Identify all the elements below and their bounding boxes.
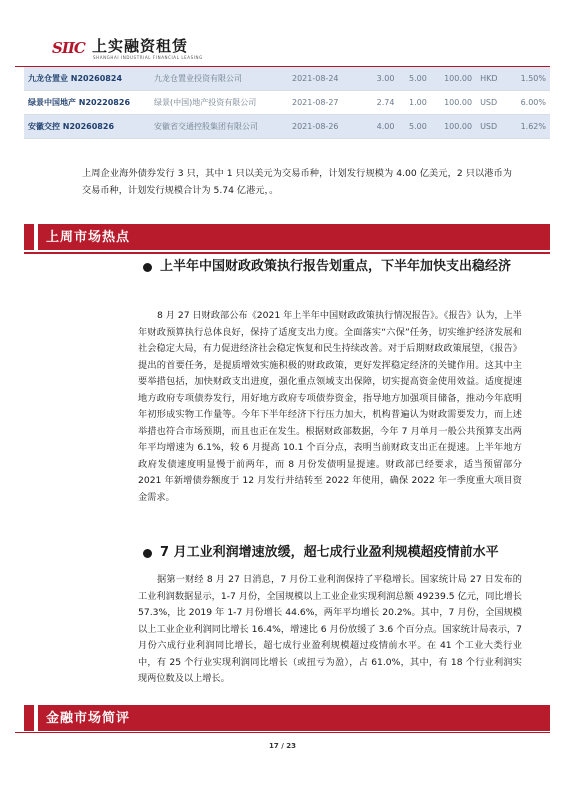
bullet-icon [143, 263, 152, 272]
issuer: 绿景(中国)地产投资有限公司 [150, 91, 288, 115]
bullet-icon [143, 549, 152, 558]
term: 2.74 [366, 91, 398, 115]
logo-mark: SIIC [52, 39, 85, 57]
issue-date: 2021-08-27 [288, 91, 366, 115]
footer-divider [15, 732, 550, 733]
section-notch [24, 224, 34, 250]
price: 100.00 [431, 91, 476, 115]
bond-issuance-table [24, 67, 550, 139]
table-row [24, 91, 550, 115]
section-header-market-hotspots [24, 220, 550, 256]
coupon-rate: 6.00% [508, 91, 550, 115]
hotspot-heading: 上半年中国财政政策执行报告划重点，下半年加快支出稳经济 [160, 259, 512, 274]
issue-date: 2021-08-24 [288, 67, 366, 91]
coupon-rate: 1.50% [508, 67, 550, 91]
issuer: 安徽省交通控股集团有限公司 [150, 115, 288, 139]
size: 5.00 [398, 115, 430, 139]
bond-name: 九龙仓置业 N20260824 [24, 67, 150, 91]
currency: HKD [476, 67, 508, 91]
issuer: 九龙仓置业投资有限公司 [150, 67, 288, 91]
bond-name: 安徽交控 N20260826 [24, 115, 150, 139]
price: 100.00 [431, 67, 476, 91]
section-title: 上周市场热点 [46, 230, 131, 245]
price: 100.00 [431, 115, 476, 139]
company-name-cn: 上实融资租赁 [92, 37, 189, 55]
coupon-rate: 1.62% [508, 115, 550, 139]
size: 1.00 [398, 91, 430, 115]
issue-date: 2021-08-26 [288, 115, 366, 139]
section-title: 金融市场简评 [46, 711, 131, 726]
term: 3.00 [366, 67, 398, 91]
currency: USD [476, 91, 508, 115]
table-row [24, 67, 550, 91]
bond-name: 绿景中国地产 N20220826 [24, 91, 150, 115]
hotspot-heading: 7 月工业利润增速放缓，超七成行业盈利规模超疫情前水平 [160, 545, 499, 560]
currency: USD [476, 115, 508, 139]
page-number: 17 / 23 [269, 742, 296, 750]
term: 4.00 [366, 115, 398, 139]
section-notch [24, 705, 34, 731]
size: 5.00 [398, 67, 430, 91]
hotspot-body: 据第一财经 8 月 27 日消息，7 月份工业利润保持了平稳增长。国家统计局 27 日发布的工业利润数据显示，1-7 月份，全国规模以上工业企业实现利润总额 49239.5 亿元，同比增长 57.3%，比 2019 年 1-7 月份增长 44.6%，两年平均增长 20.2%。其中，7 月份，全国规模以上工业企业利润同比增长 16.4%，增速比 6 月份放缓了 3.6 个百分点。国家统计局表示，7 月份六成行业利润同比增长，超七成行业盈利规模超过疫情前水平。在 41 个工业大类行业中，有 25 个行业实现利润同比增长（或扭亏为盈），占 61.0%，其中，有 18 个行业利润实现两位数及以上增长。 [138, 574, 522, 684]
table-row [24, 115, 550, 139]
page-header [0, 0, 565, 70]
company-logo [52, 35, 203, 63]
overseas-bond-summary: 上周企业海外债券发行 3 只，其中 1 只以美元为交易币种，计划发行规模为 4.00 亿美元，2 只以港币为交易币种，计划发行规模合计为 5.74 亿港元，。 [82, 168, 512, 196]
hotspot-body: 8 月 27 日财政部公布《2021 年上半年中国财政政策执行情况报告》。《报告》认为，上半年财政预算执行总体良好，保持了适度支出力度。全面落实“六保”任务，切实维护经济发展和社会稳定大局，有力促进经济社会稳定恢复和民生持续改善。对于后期财政政策展望，《报告》提出的首要任务，是提质增效实施积极的财政政策，更好发挥稳定经济的关键作用。这其中主要举措包括，加快财政支出进度，强化重点领域支出保障，切实提高资金使用效益。适度提速地方政府专项债券发行，用好地方政府专项债券资金，指导地方加强项目储备，推动今年底明年初形成实物工作量等。今年下半年经济下行压力加大，机构普遍认为财政需要发力，而上述举措也符合市场预期，而且也正在发生。根据财政部数据，今年 7 月单月一般公共预算支出两年平均增速为 6.1%，较 6 月提高 10.1 个百分点，表明当前财政支出正在提速。上半年地方政府发债速度明显慢于前两年，而 8 月份发债明显提速。财政部已经要求，适当预留部分 2021 年新增债券额度于 12 月发行并结转至 2022 年使用，确保 2022 年一季度重大项目资金需求。 [138, 310, 522, 503]
company-name-en: SHANGHAI INDUSTRIAL FINANCIAL LEASING [93, 55, 203, 60]
section-underline [24, 252, 550, 254]
